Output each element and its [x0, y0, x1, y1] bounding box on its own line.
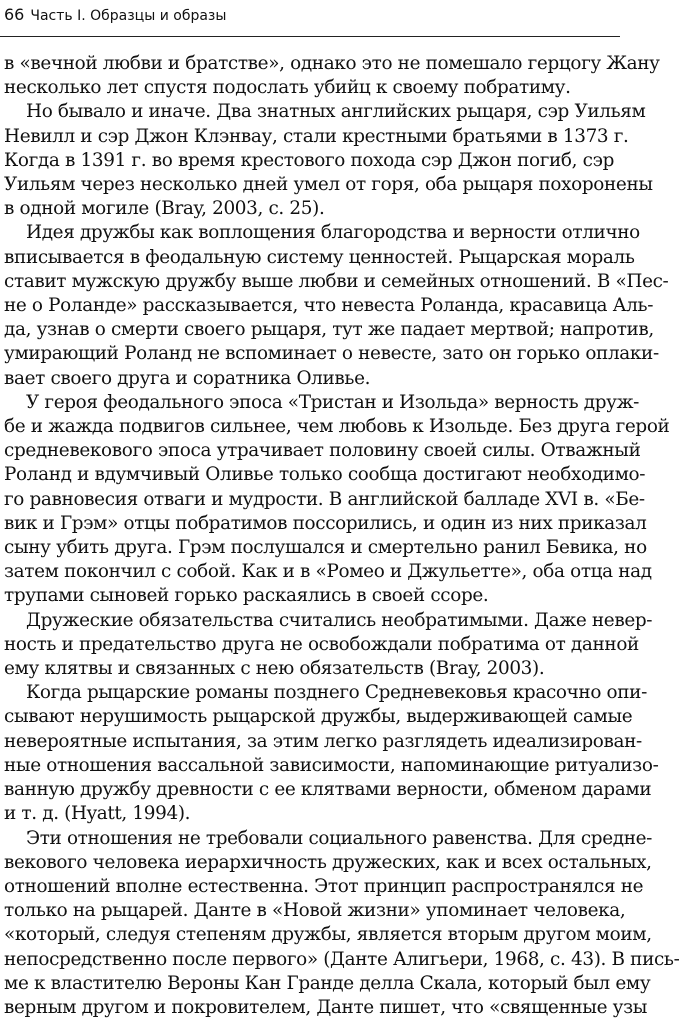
text-line: ванную дружбу древности с ее клятвами верности, обменом дарами [4, 778, 614, 802]
text-line: Но бывало и иначе. Два знатных английских рыцаря, сэр Уильям [4, 100, 614, 124]
text-line: Эти отношения не требовали социального равенства. Для средне- [4, 827, 614, 851]
header-rule [0, 36, 620, 37]
text-line: сыну убить друга. Грэм послушался и смертельно ранил Бевика, но [4, 536, 614, 560]
text-line: непосредственно после первого» (Данте Алигьери, 1968, с. 43). В пись- [4, 948, 614, 972]
text-line: ность и предательство друга не освобождали побратима от данной [4, 633, 614, 657]
text-line: только на рыцарей. Данте в «Новой жизни» упоминает человека, [4, 899, 614, 923]
paragraph [4, 52, 614, 100]
text-line: не о Роланде» рассказывается, что невеста Роланда, красавица Аль- [4, 294, 614, 318]
paragraph [4, 391, 614, 609]
text-line: трупами сыновей горько раскаялись в своей ссоре. [4, 584, 614, 608]
text-line: отношений вполне естественна. Этот принцип распространялся не [4, 875, 614, 899]
text-line: в одной могиле (Bray, 2003, с. 25). [4, 197, 614, 221]
text-line: Идея дружбы как воплощения благородства и верности отлично [4, 221, 614, 245]
paragraph [4, 827, 614, 1020]
page-number: 66 [4, 5, 24, 24]
paragraph [4, 609, 614, 682]
text-line: Невилл и сэр Джон Клэнвау, стали крестными братьями в 1373 г. [4, 125, 614, 149]
text-line: Когда в 1391 г. во время крестового похода сэр Джон погиб, сэр [4, 149, 614, 173]
text-line: Дружеские обязательства считались необратимыми. Даже невер- [4, 609, 614, 633]
paragraph [4, 100, 614, 221]
text-line: Когда рыцарские романы позднего Средневековья красочно опи- [4, 681, 614, 705]
paragraph [4, 681, 614, 826]
text-line: го равновесия отваги и мудрости. В английской балладе XVI в. «Бе- [4, 488, 614, 512]
text-line: ставит мужскую дружбу выше любви и семейных отношений. В «Пес- [4, 270, 614, 294]
text-line: ме к властителю Вероны Кан Гранде делла Скала, который был ему [4, 972, 614, 996]
text-line: затем покончил с собой. Как и в «Ромео и Джульетте», оба отца над [4, 560, 614, 584]
text-line: ные отношения вассальной зависимости, напоминающие ритуализо- [4, 754, 614, 778]
text-line: вписывается в феодальную систему ценностей. Рыцарская мораль [4, 246, 614, 270]
text-line: невероятные испытания, за этим легко разглядеть идеализирован- [4, 730, 614, 754]
text-line: Уильям через несколько дней умел от горя, оба рыцаря похоронены [4, 173, 614, 197]
text-line: У героя феодального эпоса «Тристан и Изольда» верность друж- [4, 391, 614, 415]
text-line: вик и Грэм» отцы побратимов поссорились, и один из них приказал [4, 512, 614, 536]
text-line: Роланд и вдумчивый Оливье только сообща достигают необходимо- [4, 463, 614, 487]
text-line: вает своего друга и соратника Оливье. [4, 367, 614, 391]
text-line: умирающий Роланд не вспоминает о невесте, зато он горько оплаки- [4, 342, 614, 366]
paragraph [4, 221, 614, 390]
text-line: «который, следуя степеням дружбы, является вторым другом моим, [4, 923, 614, 947]
text-line: векового человека иерархичность дружеских, как и всех остальных, [4, 851, 614, 875]
text-line: верным другом и покровителем, Данте пишет, что «священные узы [4, 996, 614, 1020]
text-line: в «вечной любви и братстве», однако это не помешало герцогу Жану [4, 52, 614, 76]
text-line: несколько лет спустя подослать убийц к своему побратиму. [4, 76, 614, 100]
text-line: и т. д. (Hyatt, 1994). [4, 802, 614, 826]
text-line: средневекового эпоса утрачивает половину своей силы. Отважный [4, 439, 614, 463]
running-head [4, 2, 616, 28]
text-line: ему клятвы и связанных с нею обязательств (Bray, 2003). [4, 657, 614, 681]
text-line: сывают нерушимость рыцарской дружбы, выдерживающей самые [4, 705, 614, 729]
running-title: Часть I. Образцы и образы [30, 8, 226, 24]
text-line: бе и жажда подвигов сильнее, чем любовь к Изольде. Без друга герой [4, 415, 614, 439]
body-text [4, 52, 614, 1020]
text-line: да, узнав о смерти своего рыцаря, тут же падает мертвой; напротив, [4, 318, 614, 342]
